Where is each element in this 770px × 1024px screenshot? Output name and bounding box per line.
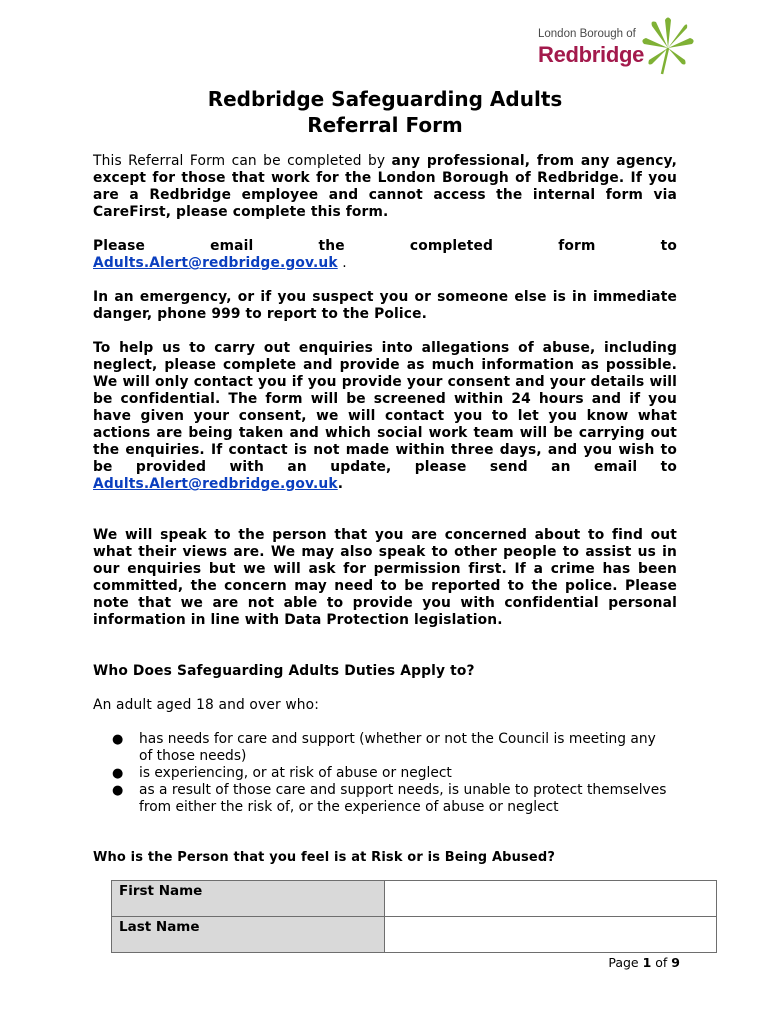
person-heading: Who is the Person that you feel is at Risk or is Being Abused? xyxy=(93,850,556,865)
page-number: Page 1 of 9 xyxy=(608,955,680,970)
speak-paragraph: We will speak to the person that you are concerned about to find out what their views are. We may also speak to other people to assist us in our enquiries but we will ask for permission first. If a crime has been committed, the concern may need to be reported to the police. Please note that we are not able to provide you with confidential personal information in line with Data Protection legislation. xyxy=(93,527,677,628)
intro-bold-text: any professional, from any agency, except for those that work for the London Borough of Redbridge. If you are a Redbridge employee and cannot access the internal form via CareFirst, please complete this form. xyxy=(93,153,677,220)
enquiries-suffix: . xyxy=(337,476,344,492)
last-name-field[interactable] xyxy=(385,917,717,953)
list-item: ● as a result of those care and support needs, is unable to protect themselves from either the risk of, or the experience of abuse or neglect xyxy=(112,782,667,815)
person-details-table xyxy=(111,880,717,953)
adult-intro: An adult aged 18 and over who: xyxy=(93,697,320,713)
last-name-label: Last Name xyxy=(112,917,385,953)
alert-email-link[interactable]: Adults.Alert@redbridge.gov.uk xyxy=(93,255,338,271)
list-item: ● is experiencing, or at risk of abuse or neglect xyxy=(112,765,452,781)
duties-heading: Who Does Safeguarding Adults Duties Apply to? xyxy=(93,663,475,679)
bullet-icon: ● xyxy=(112,732,124,747)
enquiries-text: To help us to carry out enquiries into allegations of abuse, including neglect, please complete and provide as much information as possible. We will only contact you if you provide your consent and your details will be confidential. The form will be screened within 24 hours and if you have given your consent, we will contact you to let you know what actions are being taken and which social work team will be carrying out the enquiries. If contact is not made within three days, and you wish to be provided with an update, please send an email to xyxy=(93,340,677,475)
list-item: ● has needs for care and support (whether or not the Council is meeting any of those needs) xyxy=(112,731,656,764)
page-title xyxy=(0,86,770,138)
criteria-list xyxy=(112,731,672,816)
email-suffix: . xyxy=(337,255,347,271)
bullet-icon: ● xyxy=(112,766,124,781)
table-row xyxy=(112,917,717,953)
council-logo xyxy=(538,14,698,76)
leaf-icon xyxy=(638,14,696,76)
title-line-2: Referral Form xyxy=(307,113,463,137)
logo-redbridge-text: Redbridge xyxy=(538,42,645,67)
enquiries-email-link[interactable]: Adults.Alert@redbridge.gov.uk xyxy=(93,476,338,492)
first-name-label: First Name xyxy=(112,881,385,917)
intro-plain-text: This Referral Form can be completed by xyxy=(93,153,392,169)
logo-borough-text: London Borough of xyxy=(538,28,636,40)
title-line-1: Redbridge Safeguarding Adults xyxy=(207,87,563,111)
table-row xyxy=(112,881,717,917)
email-paragraph xyxy=(93,238,677,272)
intro-paragraph xyxy=(93,153,677,221)
enquiries-paragraph xyxy=(93,340,677,493)
bullet-icon: ● xyxy=(112,783,124,798)
email-instruction: Please email the completed form to xyxy=(93,238,677,254)
emergency-paragraph: In an emergency, or if you suspect you or someone else is in immediate danger, phone 999 to report to the Police. xyxy=(93,289,677,322)
first-name-field[interactable] xyxy=(385,881,717,917)
